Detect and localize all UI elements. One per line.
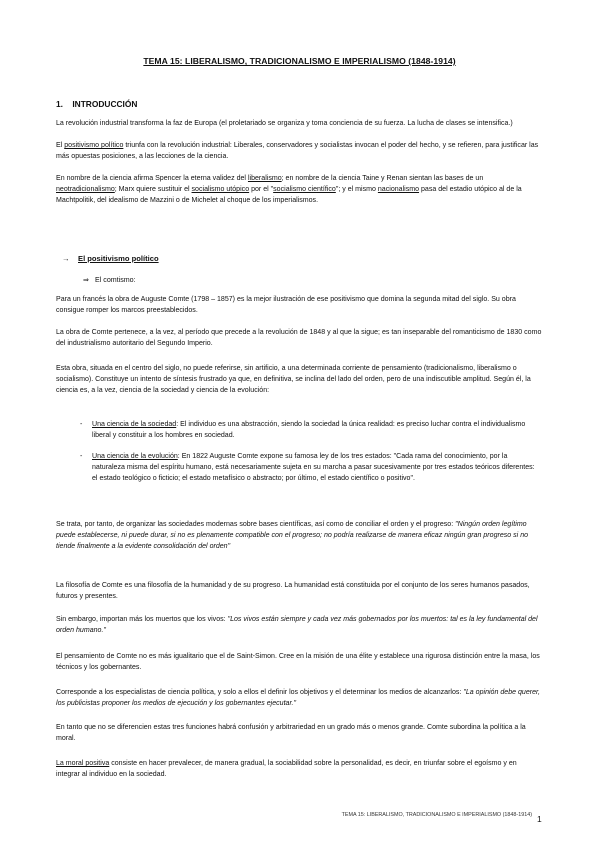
body-paragraph-3: Esta obra, situada en el centro del siglo, no puede referirse, sin artificio, a una determinada corriente de pensamiento (tradicionalismo, liberalismo o socialismo). Constituye un intento de síntesis frustrado ya que, en definitiva, se inclina del lado del orden, pero de una indiscutible amplitud. Según él, la ciencia es, a la vez, ciencia de la sociedad y ciencia de la evolución:	[56, 365, 531, 394]
list-bullet: -	[80, 453, 83, 460]
body-paragraph-8: Corresponde a los especialistas de ciencia política, y solo a ellos el definir los objetivos y el determinar los medios de alcanzarlos: "La opinión debe querer, los publicistas proponer los medios de ejecución y los gobernantes ejecutar."	[56, 689, 540, 707]
section-title: INTRODUCCIÓN	[72, 99, 138, 109]
term-moral-positiva: La moral positiva	[56, 760, 110, 767]
subsubsection-label: El comtismo:	[95, 276, 136, 284]
body-paragraph-4: Se trata, por tanto, de organizar las sociedades modernas sobre bases científicas, así como de conciliar el orden y el progreso: "Ningún orden legítimo puede establecerse, ni puede durar, si no es plenamente compatible con el progreso; no podría realizarse de manera eficaz ningún gran progreso si no tiende finalmente a la evidente consolidación del orden"	[56, 521, 529, 550]
page-footer: TEMA 15: LIBERALISMO, TRADICIONALISMO E IMPERIALISMO (1848-1914)	[341, 812, 532, 818]
section-number: 1.	[56, 99, 63, 109]
list-item-1: - Una ciencia de la sociedad: El individuo es una abstracción, siendo la sociedad la única realidad: es preciso luchar contra el individualismo liberal y constituir a los hombres en sociedad.	[80, 421, 526, 439]
subsection-label: El positivismo político	[78, 254, 159, 263]
list-item-2-term: Una ciencia de la evolución	[92, 453, 178, 460]
body-paragraph-5: La filosofía de Comte es una filosofía de la humanidad y de su progreso. La humanidad está constituida por el conjunto de los seres humanos pasados, futuros y presentes.	[56, 582, 530, 600]
intro-paragraph-3: En nombre de la ciencia afirma Spencer la eterna validez del liberalismo; en nombre de la ciencia Taine y Renan sientan las bases de un neotradicionalismo; Marx quiere sustituir el socialismo utópico por el "socialismo científico"; y el mismo nacionalismo pasa del estadio utópico al de la Machtpolitik, del idealismo de Mazzini o de Michelet al choque de los imperialismos.	[56, 175, 522, 204]
term-socialismo-utopico: socialismo utópico	[191, 186, 250, 193]
term-neotradicionalismo: neotradicionalismo	[56, 186, 115, 193]
list-item-1-term: Una ciencia de la sociedad	[92, 421, 177, 428]
body-paragraph-9: En tanto que no se diferencien estas tres funciones habrá confusión y arbitrariedad en un grado más o menos grande. Comte subordina la política a la moral.	[56, 724, 526, 742]
term-positivismo-politico: positivismo político	[64, 142, 124, 149]
page-title: TEMA 15: LIBERALISMO, TRADICIONALISMO E IMPERIALISMO (1848-1914)	[143, 56, 456, 66]
intro-paragraph-1: La revolución industrial transforma la faz de Europa (el proletariado se organiza y toma conciencia de su fuerza. La lucha de clases se intensifica.)	[56, 120, 513, 127]
body-paragraph-7: El pensamiento de Comte no es más igualitario que el de Saint-Simon. Cree en la misión de una élite y establece una rigurosa distinción entre la masa, los técnicos y los gobernantes.	[56, 653, 540, 671]
body-paragraph-6: Sin embargo, importan más los muertos que los vivos: "Los vivos están siempre y cada vez más gobernados por los muertos: tal es la ley fundamental del orden humano."	[56, 616, 538, 634]
term-socialismo-cientifico: socialismo científico	[273, 186, 336, 193]
body-paragraph-1: Para un francés la obra de Auguste Comte (1798 – 1857) es la mejor ilustración de ese positivismo que domina la segunda mitad del siglo. Su obra consigue romper los marcos preestablecidos.	[56, 296, 516, 314]
right-arrow-icon: →	[62, 254, 70, 263]
term-nacionalismo: nacionalismo	[377, 186, 420, 193]
double-arrow-icon: ⇒	[83, 276, 89, 284]
comte-quote-opinion: "La opinión debe querer, los publicistas proponer los medios de ejecución y los gobernantes ejecutar."	[56, 689, 540, 707]
section-heading	[56, 99, 137, 109]
intro-paragraph-2: El positivismo político triunfa con la revolución industrial: Liberales, conservadores y socialistas invocan el poder del hecho, y se refieren, para justificar las más opuestas posiciones, a las lecciones de la ciencia.	[56, 142, 539, 160]
comte-quote-orden-progreso: "Ningún orden legítimo puede establecerse, ni puede durar, si no es plenamente compatible con el progreso; no podría realizarse de manera eficaz ningún gran progreso si no tiende finalmente a la evidente consolidación del orden"	[56, 521, 529, 550]
subsection-heading	[62, 254, 159, 263]
term-liberalismo: liberalismo	[247, 175, 282, 182]
subsubsection-heading	[83, 275, 136, 284]
list-item-2: - Una ciencia de la evolución: En 1822 Auguste Comte expone su famosa ley de los tres estados: "Cada rama del conocimiento, por la naturaleza misma del espíritu humano, está necesariamente sujeta en su marcha a pasar sucesivamente por tres estados teóricos diferentes: el estado teológico o ficticio; el estado metafísico o abstracto; por último, el estado científico o positivo".	[80, 453, 535, 482]
body-paragraph-10: La moral positiva consiste en hacer prevalecer, de manera gradual, la sociabilidad sobre la personalidad, es decir, en triunfar sobre el egoísmo y en integrar al individuo en la sociedad.	[56, 760, 517, 778]
body-paragraph-2: La obra de Comte pertenece, a la vez, al período que precede a la revolución de 1848 y al que la sigue; es tan inseparable del romanticismo de 1830 como del industrialismo autoritario del Segundo Imperio.	[56, 329, 542, 347]
list-bullet: -	[80, 421, 83, 428]
page-number: 1	[537, 814, 542, 824]
comte-quote-muertos: "Los vivos están siempre y cada vez más gobernados por los muertos: tal es la ley fundamental del orden humano."	[56, 616, 538, 634]
